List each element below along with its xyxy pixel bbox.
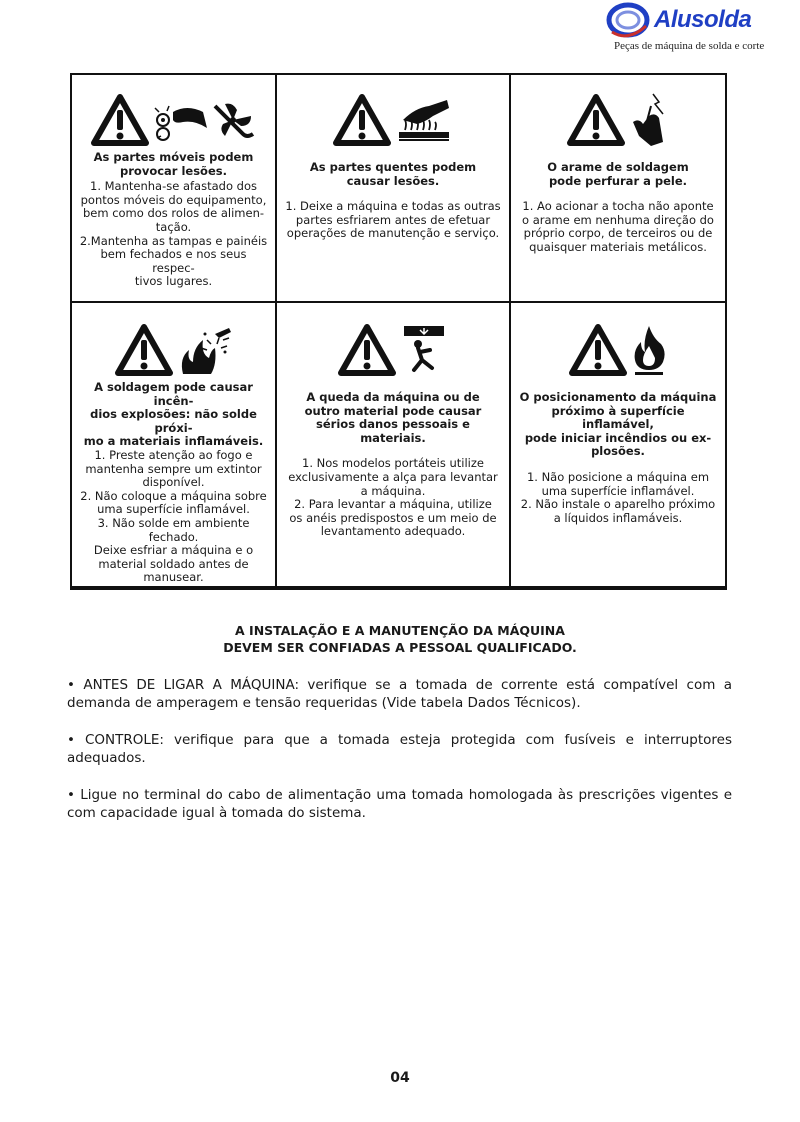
warning-text-line: disponível.	[142, 475, 205, 490]
warning-text-line: material soldado antes de	[98, 556, 249, 571]
warning-text-line: 1. Deixe a máquina e todas as outras	[285, 199, 501, 214]
warning-triangle-icon	[338, 324, 396, 376]
warning-text-line: fechado.	[148, 529, 199, 544]
section-title-line: DEVEM SER CONFIADAS A PESSOAL QUALIFICADO.	[223, 640, 577, 655]
warning-heading-line: As partes quentes podem	[309, 160, 477, 174]
warning-text-line: 2. Não instale o aparelho próximo	[520, 497, 716, 512]
warning-cell-falling-load	[277, 319, 509, 539]
warning-text-line: 2. Para levantar a máquina, utilize	[294, 497, 492, 512]
warning-heading-line: sérios danos pessoais e materiais.	[316, 417, 470, 445]
warning-heading-line: pode perfurar a pele.	[548, 173, 688, 188]
fan-hand-icon	[213, 98, 257, 142]
paragraph-control: • CONTROLE: verifique para que a tomada esteja protegida com fusíveis e interruptores adequados.	[67, 732, 732, 766]
warning-heading-line: provocar lesões.	[120, 163, 227, 178]
company-logo	[606, 0, 765, 60]
warning-triangle-icon	[115, 324, 173, 376]
warning-text-line: quaisquer materiais metálicos.	[529, 239, 707, 254]
warning-triangle-icon	[567, 94, 625, 146]
warning-cell-fire-explosion	[72, 319, 275, 585]
warning-triangle-icon	[333, 94, 391, 146]
warning-text-line: 1. Preste atenção ao fogo e	[94, 447, 253, 462]
warning-text-line: manusear.	[143, 570, 204, 585]
warning-text-line: uma superfície inflamável.	[97, 502, 250, 517]
safety-warning-grid	[70, 73, 727, 590]
warning-text-line: 2.Mantenha as tampas e painéis	[79, 233, 268, 248]
page-number: 04	[390, 1070, 410, 1086]
logo-brand-name: Alusolda	[654, 6, 752, 33]
warning-text-line: 2. Não coloque a máquina sobre	[80, 488, 267, 503]
flame-icon	[631, 324, 667, 376]
warning-cell-welding-wire	[511, 89, 725, 255]
warning-text-line: bem como dos rolos de alimen-	[82, 206, 265, 221]
warning-text-line: tação.	[155, 219, 192, 234]
warning-text-line: próprio corpo, de terceiros ou de	[523, 226, 713, 241]
warning-text-line: mantenha sempre um extintor	[85, 461, 262, 476]
warning-text-line: partes esfriarem antes de efetuar	[295, 212, 491, 227]
rollers-hand-icon	[153, 98, 209, 142]
warning-heading-line: A soldagem pode causar incên-	[94, 380, 253, 408]
warning-text-line: operações de manutenção e serviço.	[286, 226, 500, 241]
warning-heading-line: pode iniciar incêndios ou ex-	[524, 430, 712, 445]
warning-text-line: levantamento adequado.	[320, 524, 466, 539]
warning-cell-hot-parts	[277, 89, 509, 241]
warning-heading-line: dios explosões: não solde próxi-	[90, 407, 257, 435]
warning-text-line: 1. Nos modelos portáteis utilize	[302, 456, 484, 471]
warning-heading-line: A queda da máquina ou de	[306, 390, 480, 404]
warning-cell-flammable-surface	[511, 319, 725, 525]
paragraph-before-power-on: • ANTES DE LIGAR A MÁQUINA: verifique se a tomada de corrente está compatível com a demanda de amperagem e tensão requeridas (Vide tabela Dados Técnicos).	[67, 677, 732, 711]
logo-tagline: Peças de máquina de solda e corte	[614, 40, 765, 52]
warning-triangle-icon	[91, 94, 149, 146]
grid-divider	[72, 301, 725, 303]
warning-heading-line: plosões.	[591, 444, 645, 459]
warning-text-line: os anéis predispostos e um meio de	[289, 510, 497, 525]
section-title	[0, 622, 800, 656]
paragraph-power-socket: • Ligue no terminal do cabo de alimentação uma tomada homologada às prescrições vigentes e com capacidade igual à tomada do sistema.	[67, 787, 732, 821]
warning-text-line: 1. Ao acionar a tocha não aponte	[522, 199, 714, 214]
warning-heading-line: mo a materiais inflamáveis.	[83, 434, 264, 449]
warning-heading-line: As partes móveis podem	[93, 150, 254, 164]
warning-text-line: 1. Mantenha-se afastado dos	[90, 179, 257, 194]
hot-surface-hand-icon	[395, 96, 453, 144]
warning-text-line: tivos lugares.	[134, 274, 213, 289]
section-title-line: A INSTALAÇÃO E A MANUTENÇÃO DA MÁQUINA	[235, 623, 565, 638]
warning-text-line: Deixe esfriar a máquina e o	[93, 543, 254, 558]
warning-heading-line: O arame de soldagem	[547, 160, 689, 174]
warning-text-line: a máquina.	[360, 483, 426, 498]
sparks-fire-icon	[177, 324, 233, 376]
warning-heading-line: causar lesões.	[346, 173, 440, 188]
warning-heading-line: próximo à superfície inflamável,	[551, 403, 685, 432]
warning-text-line: bem fechados e nos seus respec-	[100, 247, 247, 275]
warning-text-line: uma superfície inflamável.	[541, 483, 695, 498]
wire-pierce-hand-icon	[629, 92, 669, 148]
warning-triangle-icon	[569, 324, 627, 376]
warning-heading-line: outro material pode causar	[304, 403, 482, 418]
warning-cell-moving-parts	[72, 89, 275, 289]
warning-text-line: pontos móveis do equipamento,	[80, 192, 267, 207]
warning-text-line: 3. Não solde em ambiente	[97, 515, 250, 530]
warning-text-line: o arame em nenhuma direção do	[522, 212, 714, 227]
logo-swoosh-icon	[606, 2, 654, 42]
warning-text-line: exclusivamente a alça para levantar	[288, 469, 498, 484]
falling-load-icon	[400, 324, 448, 376]
warning-text-line: 1. Não posicione a máquina em	[526, 469, 710, 484]
warning-heading-line: O posicionamento da máquina	[519, 390, 717, 404]
warning-text-line: a líquidos inflamáveis.	[553, 510, 683, 525]
